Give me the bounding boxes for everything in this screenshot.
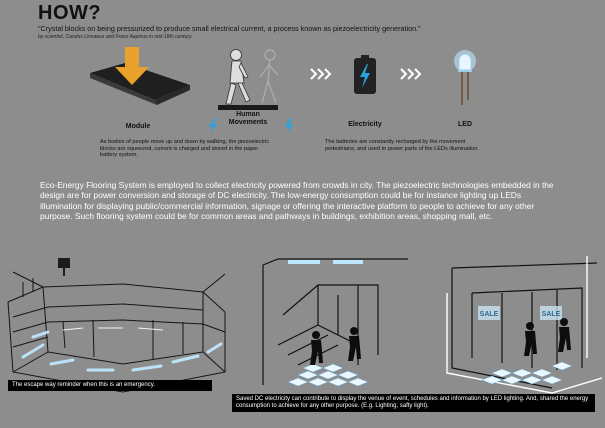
caption-left: The escape way reminder when this is an emergency. — [8, 380, 212, 391]
stairway-illustration — [258, 255, 418, 393]
walking-person-icon — [524, 318, 571, 356]
shopping-mall-illustration — [432, 248, 604, 398]
lightning-icon — [208, 118, 218, 134]
chevron-right-icon — [310, 68, 332, 80]
led-icon — [452, 50, 478, 106]
led-label: LED — [458, 121, 472, 128]
battery-icon — [353, 55, 377, 95]
electricity-label: Electricity — [348, 121, 382, 128]
walking-person-ghost-icon — [260, 50, 278, 103]
human-label-line2: Movements — [228, 119, 268, 126]
sale-sign-1: SALE — [479, 311, 499, 318]
description-left: As bodies of people move up and down by walking, the piezoelectric blocks are squeezed, current is charged and stored in the paper battery system. — [100, 139, 270, 158]
attribution-text: by scientist, Carolus Linnaeus and Franz Aepinus in mid-18th century. — [38, 34, 193, 40]
quote-text: "Crystal blocks on being pressurized to produce small electrical current, a process known as piezoelectricity generation." — [38, 24, 421, 33]
description-paragraph: Eco-Energy Flooring System is employed to collect electricity powered from crowds in city. The piezoelectric technologies embedded in the design are for power conversion and storage of DC electricity. The low-energy consumption could be for instance lighting up LEDs illumination for displaying public/commercial information, signage or offering the interactive platform to people to achieve for any other purpose. Such flooring system could be for common areas and pathways in buildings, exhibition areas, shopping mall, etc. — [40, 180, 554, 221]
module-label: Module — [125, 123, 151, 130]
lightning-icon — [284, 118, 294, 134]
escape-way-illustration — [3, 252, 228, 394]
sale-sign-2: SALE — [541, 311, 561, 318]
module-illustration — [85, 45, 195, 110]
chevron-right-icon — [400, 68, 422, 80]
page-title: HOW? — [38, 2, 102, 24]
human-movements-label — [218, 111, 278, 127]
caption-right: Saved DC electricity can contribute to display the venue of event, schedules and information by LED lighting. And, shared the energy consumption to achieve for any other purpose. (E.g. Lighting, safty light). — [232, 394, 595, 412]
human-movement-illustration — [208, 47, 300, 113]
description-right: The batteries are constantly recharged by the movement pedestrians, and used to power parts of the LEDs illumination. — [325, 139, 479, 152]
walking-person-icon — [226, 50, 250, 105]
human-label-line1: Human — [236, 111, 260, 118]
